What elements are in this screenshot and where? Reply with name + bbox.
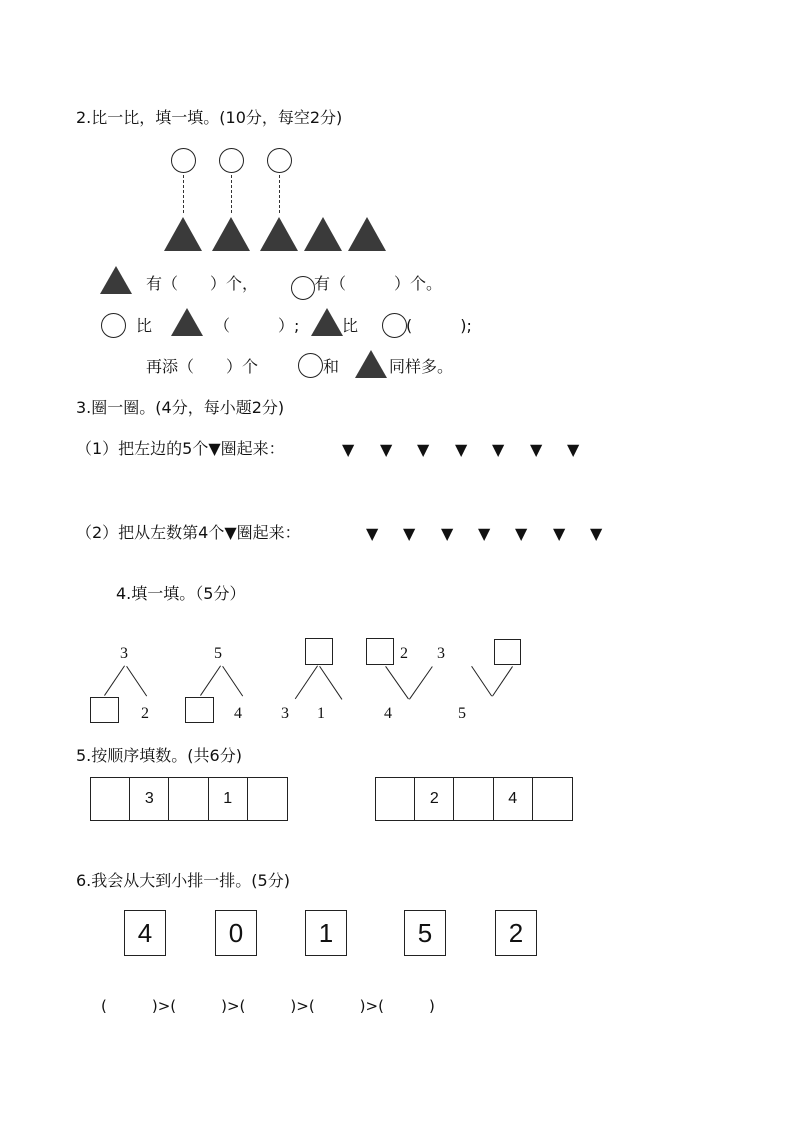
sequence-cell[interactable] xyxy=(248,778,287,820)
sequence-row-1 xyxy=(90,777,288,821)
down-triangle-icon: ▼ xyxy=(366,524,379,543)
down-triangle-icon: ▼ xyxy=(567,440,580,459)
sequence-row-2 xyxy=(375,777,573,821)
down-triangle-icon: ▼ xyxy=(515,524,528,543)
branch-line xyxy=(200,665,221,696)
dashed-connector xyxy=(183,175,184,213)
q3-title: 3.圈一圈。(4分，每小题2分) xyxy=(76,398,285,417)
q2-line3-a: 再添（ ）个 xyxy=(146,357,259,376)
tree-left-number: 5 xyxy=(458,705,466,722)
q2-line1-a: 有（ ）个， xyxy=(146,274,259,293)
circle-icon xyxy=(382,313,407,338)
q4-title: 4.填一填。（5分） xyxy=(116,584,246,603)
circle-icon xyxy=(267,148,292,173)
branch-line xyxy=(319,666,342,700)
dashed-connector xyxy=(231,175,232,213)
down-triangle-icon: ▼ xyxy=(492,440,505,459)
tree-left-number: 4 xyxy=(384,705,392,722)
number-card: 1 xyxy=(305,910,347,956)
tree-right-number: 2 xyxy=(141,705,149,722)
triangle-icon xyxy=(260,217,298,251)
down-triangle-icon: ▼ xyxy=(342,440,355,459)
q2-line2-c: 比 xyxy=(342,316,359,335)
sequence-cell: 1 xyxy=(209,778,248,820)
q2-title: 2.比一比，填一填。(10分，每空2分) xyxy=(76,108,343,127)
sequence-cell: 4 xyxy=(494,778,533,820)
q6-answer-line[interactable]: ( )>( )>( )>( )>( ) xyxy=(101,997,435,1015)
tree-top-number: 3 xyxy=(120,645,128,662)
triangle-icon xyxy=(311,308,343,336)
sequence-cell[interactable] xyxy=(533,778,572,820)
number-card: 2 xyxy=(495,910,537,956)
circle-icon xyxy=(219,148,244,173)
q6-title: 6.我会从大到小排一排。(5分) xyxy=(76,871,290,890)
q2-line3-b: 和 xyxy=(323,357,340,376)
down-triangle-icon: ▼ xyxy=(417,440,430,459)
triangle-icon xyxy=(212,217,250,251)
sequence-cell[interactable] xyxy=(91,778,130,820)
branch-line xyxy=(222,666,243,697)
sequence-cell[interactable] xyxy=(169,778,208,820)
triangle-icon xyxy=(100,266,132,294)
triangle-icon xyxy=(355,350,387,378)
branch-line xyxy=(471,666,492,697)
tree-right-number: 4 xyxy=(234,705,242,722)
down-triangle-icon: ▼ xyxy=(380,440,393,459)
triangle-icon xyxy=(171,308,203,336)
circle-icon xyxy=(171,148,196,173)
tree-right-number: 2 xyxy=(400,645,408,662)
q5-title: 5.按顺序填数。(共6分) xyxy=(76,746,242,765)
tree-left-number: 3 xyxy=(281,705,289,722)
q2-line2-b: （ ）; xyxy=(214,316,300,335)
branch-line xyxy=(385,666,409,700)
down-triangle-icon: ▼ xyxy=(403,524,416,543)
answer-box[interactable] xyxy=(90,697,119,723)
number-card: 5 xyxy=(404,910,446,956)
number-card: 0 xyxy=(215,910,257,956)
sequence-cell[interactable] xyxy=(454,778,493,820)
answer-box[interactable] xyxy=(366,638,394,665)
branch-line xyxy=(409,666,433,700)
q3-item2: （2）把从左数第4个▼圈起来： xyxy=(76,523,301,542)
q2-line2-a: 比 xyxy=(136,316,153,335)
branch-line xyxy=(104,665,125,696)
sequence-cell: 2 xyxy=(415,778,454,820)
triangle-icon xyxy=(164,217,202,251)
circle-icon xyxy=(291,276,315,300)
answer-box[interactable] xyxy=(185,697,214,723)
tree-top-number: 5 xyxy=(214,645,222,662)
number-card: 4 xyxy=(124,910,166,956)
q2-line2-d: ( ); xyxy=(406,316,472,335)
down-triangle-icon: ▼ xyxy=(590,524,603,543)
tree-top-number: 3 xyxy=(437,645,445,662)
triangle-icon xyxy=(348,217,386,251)
q2-line1-b: 有（ ）个。 xyxy=(314,274,443,293)
down-triangle-icon: ▼ xyxy=(553,524,566,543)
circle-icon xyxy=(298,353,323,378)
answer-box[interactable] xyxy=(305,638,333,665)
answer-box[interactable] xyxy=(494,639,521,665)
branch-line xyxy=(295,665,318,699)
down-triangle-icon: ▼ xyxy=(478,524,491,543)
sequence-cell: 3 xyxy=(130,778,169,820)
circle-icon xyxy=(101,313,126,338)
triangle-icon xyxy=(304,217,342,251)
dashed-connector xyxy=(279,175,280,213)
down-triangle-icon: ▼ xyxy=(530,440,543,459)
branch-line xyxy=(126,666,147,697)
down-triangle-icon: ▼ xyxy=(441,524,454,543)
down-triangle-icon: ▼ xyxy=(455,440,468,459)
q2-line3-c: 同样多。 xyxy=(389,357,454,376)
branch-line xyxy=(492,666,513,697)
sequence-cell[interactable] xyxy=(376,778,415,820)
tree-right-number: 1 xyxy=(317,705,325,722)
q3-item1: （1）把左边的5个▼圈起来： xyxy=(76,439,285,458)
